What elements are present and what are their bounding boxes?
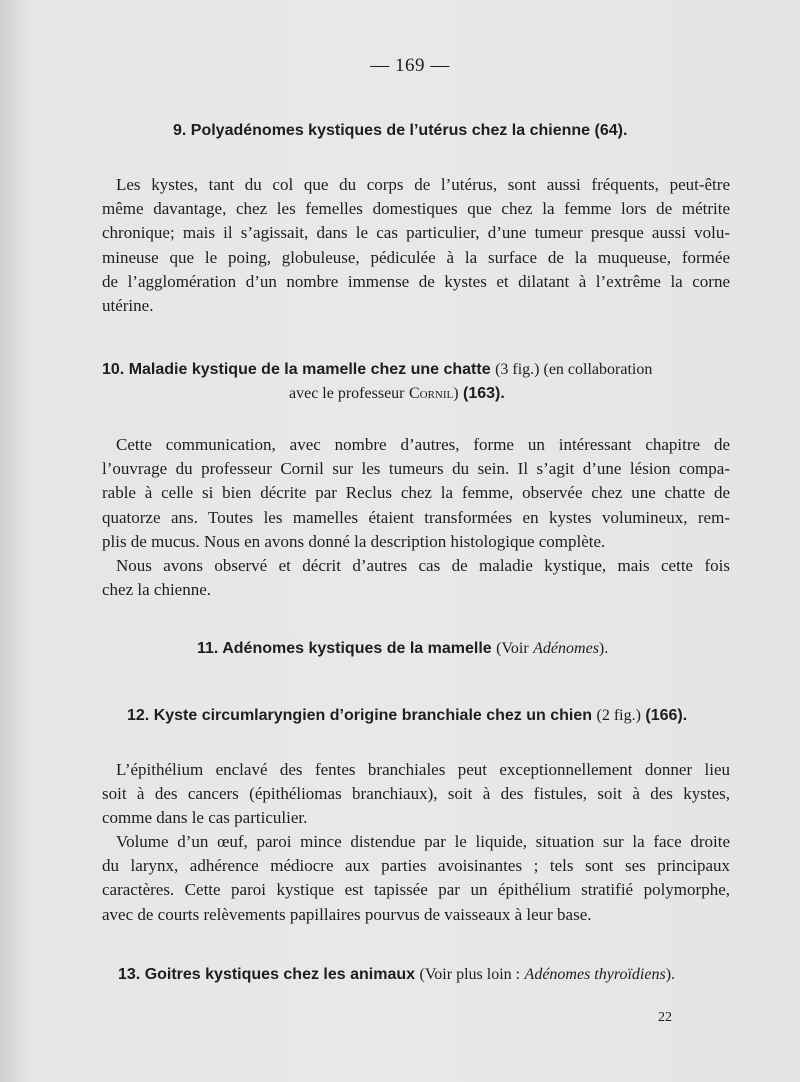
paragraph-line: chronique; mais il s’agissait, dans le cas particulier, d’une tumeur presque aussi volu- [102,223,730,243]
paragraph-line: caractères. Cette paroi kystique est tapissée par un épithélium stratifié polymorphe, [102,880,730,900]
paragraph-line: Les kystes, tant du col que du corps de l’utérus, sont aussi fréquents, peut-être [116,175,730,194]
section-12-paragraph-2 [102,830,730,927]
paragraph-line: utérine. [102,296,154,316]
section-13-heading [118,966,675,984]
section-9-heading [173,122,627,140]
paragraph-line: comme dans le cas particulier. [102,808,308,828]
paragraph-line: plis de mucus. Nous en avons donné la description histologique complète. [102,531,606,551]
paragraph-line: quatorze ans. Toutes les mamelles étaient transformées en kystes volumineux, rem- [102,507,730,527]
section-10-heading-title: 10. Maladie kystique de la mamelle chez une chatte [102,361,491,378]
paragraph-line: Cette communication, avec nombre d’autres, forme un intéressant chapitre de [116,435,730,454]
paragraph-line: chez la chienne. [102,580,212,600]
signature-mark: 22 [658,1010,672,1025]
paragraph-line: Volume d’un œuf, paroi mince distendue par le liquide, situation sur la face droite [116,832,730,851]
section-9-heading-text: 9. Polyadénomes kystiques de l’utérus chez la chienne (64). [173,122,628,139]
section-10-heading-line2 [289,385,505,403]
section-12-heading-title: 12. Kyste circumlaryngien d’origine branchiale chez un chien [127,707,593,724]
section-13-heading-tail: ). [665,966,676,983]
paragraph-line: L’épithélium enclavé des fentes branchiales peut exceptionnellement donner lieu [116,760,730,779]
section-10-paragraph-2 [102,554,730,602]
section-10-paragraph-1 [102,433,730,554]
paragraph-line: du larynx, adhérence médiocre aux parties avoisinantes ; tels sont ses principaux [102,856,730,876]
paragraph-line: Nous avons observé et décrit d’autres cas de maladie kystique, mais cette fois [116,556,730,575]
paragraph-line: soit à des cancers (épithéliomas branchiaux), soit à des fistules, soit à des kystes, [102,784,730,804]
section-11-heading-title: 11. Adénomes kystiques de la mamelle [197,640,492,657]
section-12-heading-ref: (166). [645,707,688,724]
paragraph-line: de l’agglomération d’un nombre immense de kystes et dilatant à l’extrême la corne [102,271,730,291]
section-13-heading-see: (Voir plus loin : [419,966,521,983]
section-12-paragraph-1 [102,758,730,831]
section-12-heading [127,707,687,725]
section-11-heading-tail: ). [598,640,609,657]
section-11-heading [197,640,608,658]
section-10-heading-author: Cornil) [408,385,459,402]
section-11-heading-reference: Adénomes [533,640,599,657]
section-12-heading-note: (2 fig.) [596,707,641,724]
section-10-heading-collab: avec le professeur [289,385,405,402]
paragraph-line: avec de courts relèvements papillaires pourvus de vaisseaux à leur base. [102,904,592,924]
section-11-heading-see: (Voir [496,640,529,657]
section-10-heading-note: (3 fig.) (en collaboration [495,361,653,378]
section-10-heading-ref: (163). [463,385,505,402]
page-number: — 169 — [370,55,450,76]
paragraph-line: rable à celle si bien décrite par Reclus chez la femme, observée chez une chatte de [102,483,730,503]
paragraph-line: l’ouvrage du professeur Cornil sur les tumeurs du sein. Il s’agit d’une lésion compa- [102,459,730,479]
paragraph-line: même davantage, chez les femelles domestiques que chez la femme lors de métrite [102,199,730,219]
section-10-heading [102,361,652,379]
paragraph-line: mineuse que le poing, globuleuse, pédiculée à la surface de la muqueuse, formée [102,247,730,267]
section-13-heading-reference: Adénomes thyroïdiens [524,966,666,983]
section-13-heading-title: 13. Goitres kystiques chez les animaux [118,966,416,983]
section-9-paragraph [102,173,730,318]
